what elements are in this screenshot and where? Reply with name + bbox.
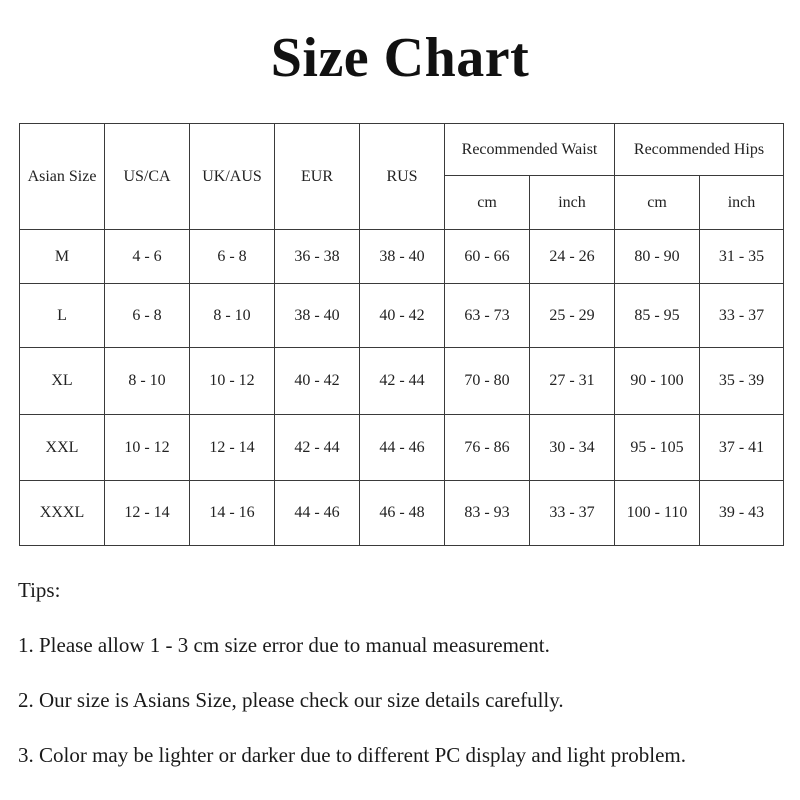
- cell-waist-cm: 83 - 93: [445, 481, 530, 546]
- table-row: [20, 481, 784, 546]
- page-title: Size Chart: [270, 27, 530, 89]
- table-row: [20, 348, 784, 415]
- table-row: [20, 284, 784, 348]
- cell-eur: 40 - 42: [275, 348, 360, 415]
- header-rus: RUS: [360, 124, 445, 230]
- header-waist-inch: inch: [530, 176, 615, 230]
- cell-waist-inch: 30 - 34: [530, 415, 615, 481]
- cell-hips-inch: 35 - 39: [700, 348, 784, 415]
- cell-rus: 44 - 46: [360, 415, 445, 481]
- cell-eur: 44 - 46: [275, 481, 360, 546]
- cell-hips-cm: 80 - 90: [615, 230, 700, 284]
- cell-eur: 36 - 38: [275, 230, 360, 284]
- cell-uk-aus: 14 - 16: [190, 481, 275, 546]
- cell-hips-cm: 90 - 100: [615, 348, 700, 415]
- cell-eur: 38 - 40: [275, 284, 360, 348]
- cell-rus: 42 - 44: [360, 348, 445, 415]
- cell-us-ca: 6 - 8: [105, 284, 190, 348]
- cell-uk-aus: 10 - 12: [190, 348, 275, 415]
- header-row: [20, 124, 784, 176]
- cell-hips-inch: 33 - 37: [700, 284, 784, 348]
- tip-item-2: 2. Our size is Asians Size, please check our size details carefully.: [18, 688, 564, 712]
- cell-us-ca: 10 - 12: [105, 415, 190, 481]
- cell-waist-cm: 70 - 80: [445, 348, 530, 415]
- cell-us-ca: 8 - 10: [105, 348, 190, 415]
- cell-hips-cm: 100 - 110: [615, 481, 700, 546]
- header-uk-aus: UK/AUS: [190, 124, 275, 230]
- header-us-ca: US/CA: [105, 124, 190, 230]
- cell-asian-size: XXL: [20, 415, 105, 481]
- tips-heading: Tips:: [18, 578, 61, 602]
- cell-waist-cm: 60 - 66: [445, 230, 530, 284]
- cell-asian-size: XL: [20, 348, 105, 415]
- header-asian-size: Asian Size: [20, 124, 105, 230]
- cell-hips-cm: 85 - 95: [615, 284, 700, 348]
- header-recommended-waist: Recommended Waist: [445, 124, 615, 176]
- cell-uk-aus: 6 - 8: [190, 230, 275, 284]
- cell-rus: 46 - 48: [360, 481, 445, 546]
- cell-asian-size: L: [20, 284, 105, 348]
- cell-eur: 42 - 44: [275, 415, 360, 481]
- cell-hips-inch: 31 - 35: [700, 230, 784, 284]
- cell-asian-size: XXXL: [20, 481, 105, 546]
- cell-us-ca: 12 - 14: [105, 481, 190, 546]
- header-waist-cm: cm: [445, 176, 530, 230]
- cell-waist-cm: 63 - 73: [445, 284, 530, 348]
- cell-rus: 38 - 40: [360, 230, 445, 284]
- cell-us-ca: 4 - 6: [105, 230, 190, 284]
- header-eur: EUR: [275, 124, 360, 230]
- tip-item-1: 1. Please allow 1 - 3 cm size error due to manual measurement.: [18, 633, 550, 657]
- cell-hips-inch: 39 - 43: [700, 481, 784, 546]
- cell-waist-inch: 33 - 37: [530, 481, 615, 546]
- table-row: [20, 415, 784, 481]
- header-hips-inch: inch: [700, 176, 784, 230]
- size-chart-table: [19, 123, 784, 546]
- cell-waist-inch: 27 - 31: [530, 348, 615, 415]
- cell-uk-aus: 8 - 10: [190, 284, 275, 348]
- cell-hips-cm: 95 - 105: [615, 415, 700, 481]
- cell-waist-cm: 76 - 86: [445, 415, 530, 481]
- header-recommended-hips: Recommended Hips: [615, 124, 784, 176]
- tip-item-3: 3. Color may be lighter or darker due to different PC display and light problem.: [18, 743, 686, 767]
- table-row: [20, 230, 784, 284]
- cell-waist-inch: 24 - 26: [530, 230, 615, 284]
- cell-rus: 40 - 42: [360, 284, 445, 348]
- header-hips-cm: cm: [615, 176, 700, 230]
- cell-waist-inch: 25 - 29: [530, 284, 615, 348]
- cell-asian-size: M: [20, 230, 105, 284]
- cell-uk-aus: 12 - 14: [190, 415, 275, 481]
- cell-hips-inch: 37 - 41: [700, 415, 784, 481]
